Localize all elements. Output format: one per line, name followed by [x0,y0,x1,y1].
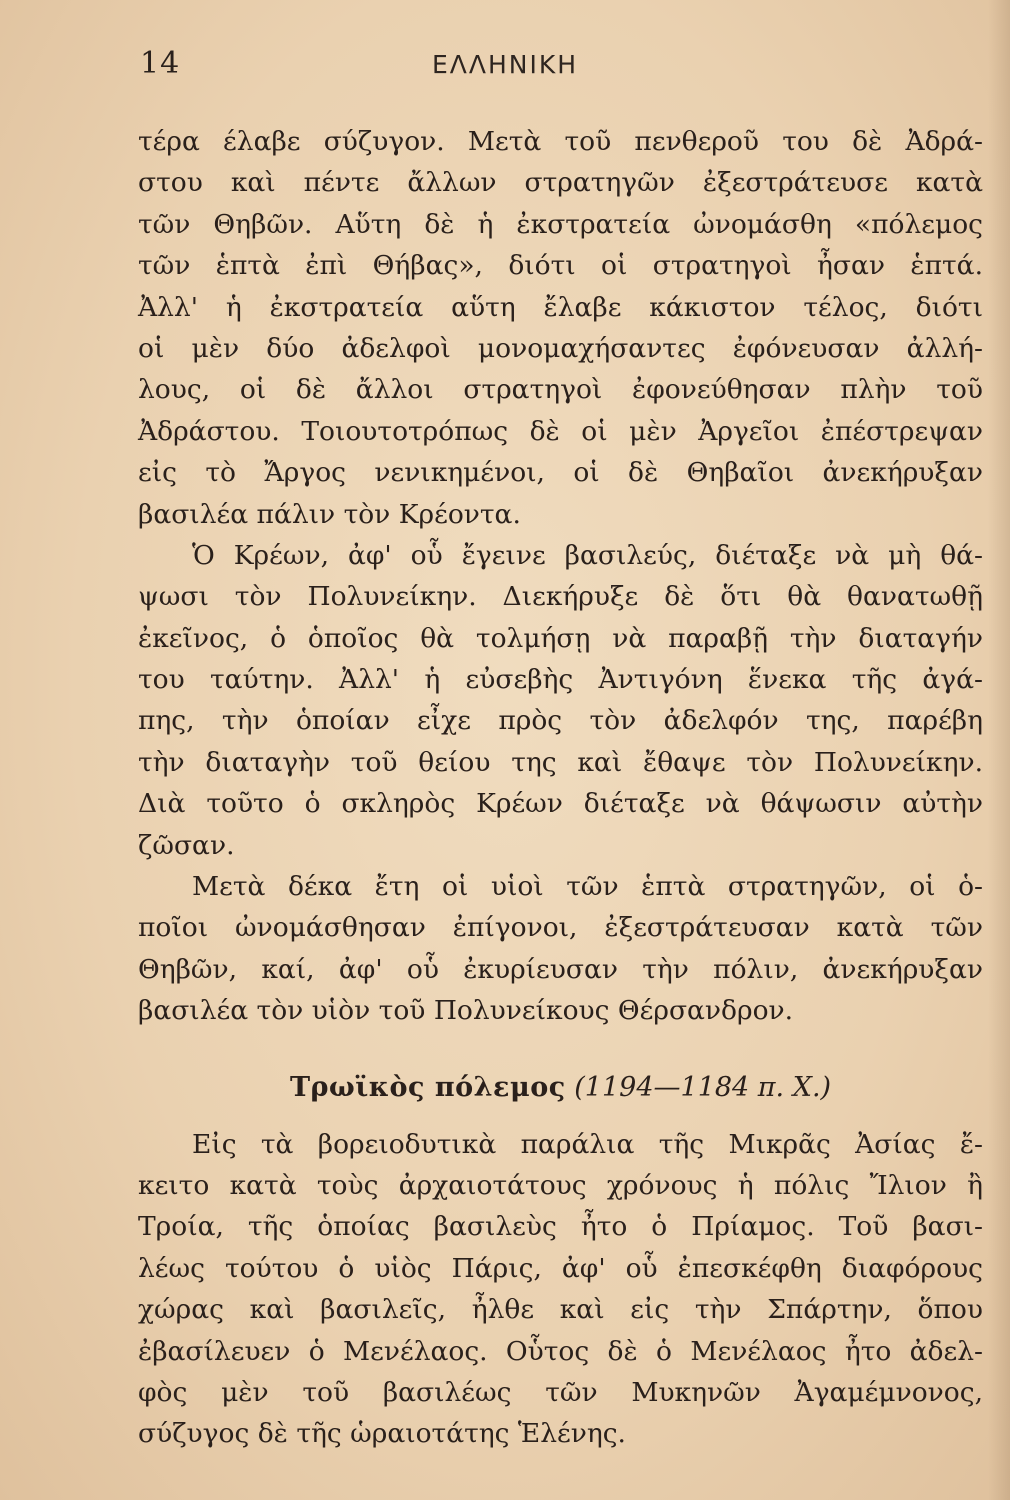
text-line: Τροία, τῆς ὁποίας βασιλεὺς ἦτο ὁ Πρίαμος. Τοῦ βασι- [138,1211,983,1243]
text-line: Ὁ Κρέων, ἀφ' οὗ ἔγεινε βασιλεύς, διέταξε νὰ μὴ θά- [192,539,983,571]
text-line: τέρα έλαβε σύζυγον. Μετὰ τοῦ πενθεροῦ του δὲ Ἀδρά- [138,126,983,157]
text-line: ποῖοι ὠνομάσθησαν ἐπίγονοι, ἐξεστράτευσαν κατὰ τῶν [138,912,983,944]
page-number: 14 [140,46,181,81]
text-line: λέως τούτου ὁ υἱὸς Πάρις, ἀφ' οὗ ἐπεσκέφθη διαφόρους [138,1252,983,1284]
text-line: βασιλέα πάλιν τὸν Κρέοντα. [138,498,521,530]
text-line: σύζυγος δὲ τῆς ὡραιοτάτης Ἑλένης. [138,1418,626,1450]
page-edge-shadow [988,0,1010,1500]
text-line: φὸς μὲν τοῦ βασιλέως τῶν Μυκηνῶν Ἀγαμέμνονος, [138,1376,983,1408]
text-line: Διὰ τοῦτο ὁ σκληρὸς Κρέων διέταξε νὰ θάψωσιν αὐτὴν [138,788,983,820]
running-title: ΕΛΛΗΝΙΚΗ [431,50,579,79]
page-header [0,42,1010,86]
text-line: χώρας καὶ βασιλεῖς, ἦλθε καὶ εἰς τὴν Σπάρτην, ὅπου [138,1294,983,1326]
paragraph-1 [138,121,983,535]
text-line: του ταύτην. Ἀλλ' ἡ εὐσεβὴς Ἀντιγόνη ἕνεκα τῆς ἀγά- [138,664,983,696]
paragraph-2 [138,535,983,866]
text-line: τὴν διαταγὴν τοῦ θείου της καὶ ἔθαψε τὸν Πολυνείκην. [138,746,983,778]
text-line: Ἀδράστου. Τοιουτοτρόπως δὲ οἱ μὲν Ἀργεῖοι ἐπέστρεψαν [138,415,983,447]
section-title: Τρωϊκὸς πόλεμος [289,1071,566,1103]
text-line: Εἰς τὰ βορειοδυτικὰ παράλια τῆς Μικρᾶς Ἀσίας ἔ- [192,1128,983,1160]
text-line: Μετὰ δέκα ἔτη οἱ υἱοὶ τῶν ἑπτὰ στρατηγῶν, οἱ ὁ- [192,871,983,903]
text-line: εἰς τὸ Ἄργος νενικημένοι, οἱ δὲ Θηβαῖοι ἀνεκήρυξαν [138,457,983,489]
text-line: τῶν ἑπτὰ ἐπὶ Θήβας», διότι οἱ στρατηγοὶ ἦσαν ἑπτά. [138,250,983,282]
text-line: Θηβῶν, καί, ἀφ' οὗ ἐκυρίευσαν τὴν πόλιν, ἀνεκήρυξαν [138,953,983,985]
paragraph-4 [138,1124,983,1455]
text-line: βασιλέα τὸν υἱὸν τοῦ Πολυνείκους Θέρσανδρον. [138,995,794,1027]
text-line: ψωσι τὸν Πολυνείκην. Διεκήρυξε δὲ ὅτι θὰ θανατωθῇ [138,581,983,613]
text-line: ἐβασίλευεν ὁ Μενέλαος. Οὗτος δὲ ὁ Μενέλαος ἦτο ἀδελ- [138,1335,983,1367]
text-line: πης, τὴν ὁποίαν εἶχε πρὸς τὸν ἀδελφόν της, παρέβη [138,705,983,737]
text-line: τῶν Θηβῶν. Αὕτη δὲ ἡ ἐκστρατεία ὠνομάσθη «πόλεμος [138,208,983,240]
section-dates: (1194—1184 π. Χ.) [574,1071,832,1103]
paragraph-3 [138,866,983,1032]
text-line: λους, οἱ δὲ ἄλλοι στρατηγοὶ ἐφονεύθησαν πλὴν τοῦ [138,374,983,406]
text-line: οἱ μὲν δύο ἀδελφοὶ μονομαχήσαντες ἐφόνευσαν ἀλλή- [138,332,983,364]
text-line: Ἀλλ' ἡ ἐκστρατεία αὕτη ἔλαβε κάκιστον τέλος, διότι [138,291,983,323]
text-line: ζῶσαν. [138,829,235,861]
text-line: στου καὶ πέντε ἄλλων στρατηγῶν ἐξεστράτευσε κατὰ [138,167,983,199]
text-line: κειτο κατὰ τοὺς ἀρχαιοτάτους χρόνους ἡ πόλις Ἴλιον ἢ [138,1169,983,1201]
body-text [138,121,983,1455]
text-line: ἐκεῖνος, ὁ ὁποῖος θὰ τολμήσῃ νὰ παραβῇ τὴν διαταγήν [138,622,983,654]
section-heading [138,1052,983,1124]
